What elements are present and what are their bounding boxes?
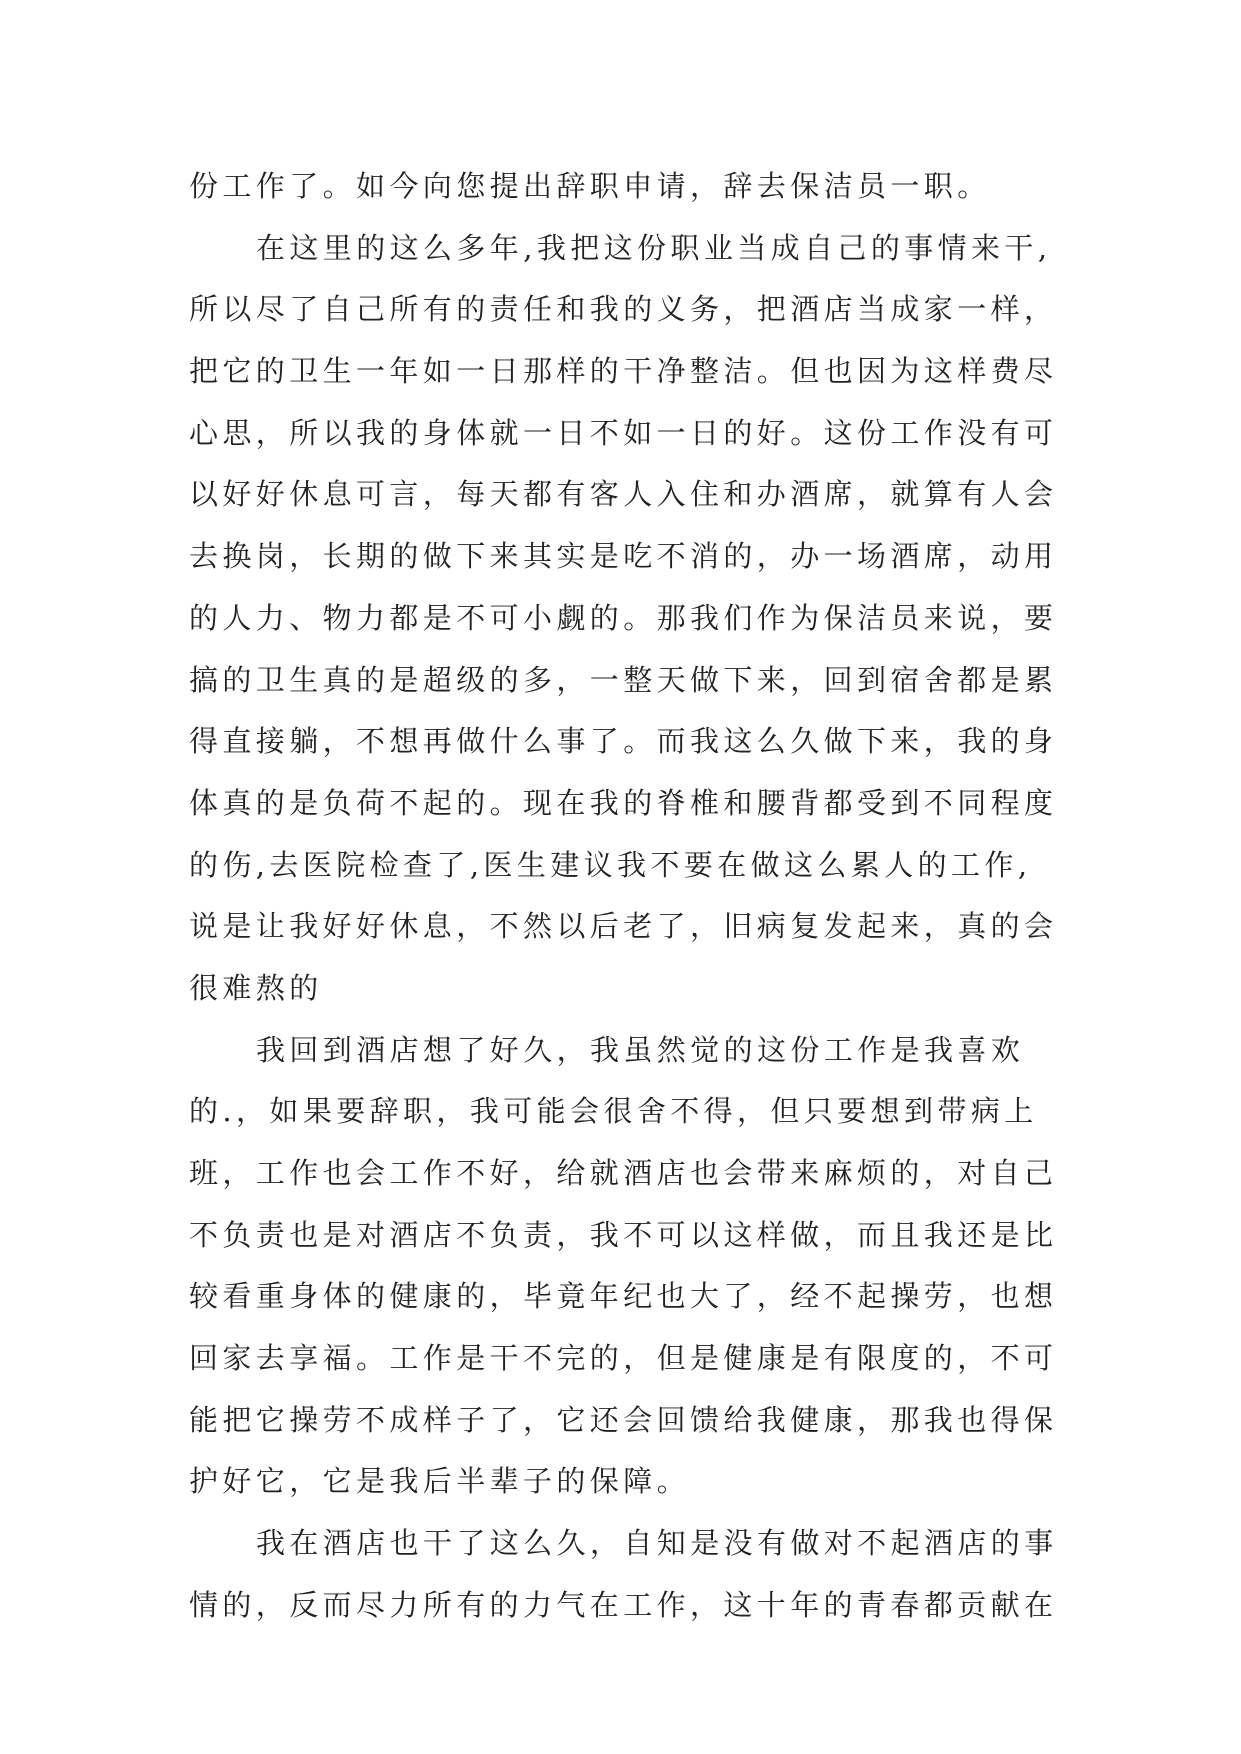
text-line: 得直接躺，不想再做什么事了。而我这么久做下来，我的身 [189, 724, 1058, 759]
body-text [189, 156, 1089, 1637]
text-line: 我在酒店也干了这么久，自知是没有做对不起酒店的事 [256, 1526, 1058, 1561]
text-line: 回家去享福。工作是干不完的，但是健康是有限度的，不可 [189, 1341, 1058, 1376]
text-line: 以好好休息可言，每天都有客人入住和办酒席，就算有人会 [189, 477, 1058, 512]
text-line: 体真的是负荷不起的。现在我的脊椎和腰背都受到不同程度 [189, 785, 1058, 820]
text-line: 份工作了。如今向您提出辞职申请，辞去保洁员一职。 [189, 169, 991, 203]
text-line: 心思，所以我的身体就一日不如一日的好。这份工作没有可 [189, 415, 1058, 450]
text-line: 的伤,去医院检查了,医生建议我不要在做这么累人的工作, [189, 847, 1032, 882]
text-line: 的人力、物力都是不可小觑的。那我们作为保洁员来说，要 [189, 600, 1058, 635]
text-line: 的.，如果要辞职，我可能会很舍不得，但只要想到带病上 [189, 1094, 1038, 1129]
text-line: 说是让我好好休息，不然以后老了，旧病复发起来，真的会 [189, 909, 1058, 944]
text-line: 情的，反而尽力所有的力气在工作，这十年的青春都贡献在 [189, 1587, 1058, 1622]
text-line: 班，工作也会工作不好，给就酒店也会带来麻烦的，对自己 [189, 1156, 1058, 1190]
text-line: 能把它操劳不成样子了，它还会回馈给我健康，那我也得保 [189, 1402, 1058, 1437]
text-line: 护好它，它是我后半辈子的保障。 [189, 1464, 691, 1499]
text-line: 去换岗，长期的做下来其实是吃不消的，办一场酒席，动用 [189, 539, 1058, 574]
text-line: 很难熬的 [189, 970, 323, 1005]
text-line: 不负责也是对酒店不负责，我不可以这样做，而且我还是比 [189, 1217, 1058, 1252]
text-line: 我回到酒店想了好久，我虽然觉的这份工作是我喜欢 [256, 1032, 1025, 1067]
text-line: 较看重身体的健康的，毕竟年纪也大了，经不起操劳，也想 [189, 1279, 1058, 1314]
text-line: 把它的卫生一年如一日那样的干净整洁。但也因为这样费尽 [189, 354, 1058, 389]
text-line: 所以尽了自己所有的责任和我的义务，把酒店当成家一样， [189, 292, 1058, 327]
text-line: 搞的卫生真的是超级的多，一整天做下来，回到宿舍都是累 [189, 662, 1058, 697]
text-line: 在这里的这么多年,我把这份职业当成自己的事情来干, [256, 230, 1052, 265]
